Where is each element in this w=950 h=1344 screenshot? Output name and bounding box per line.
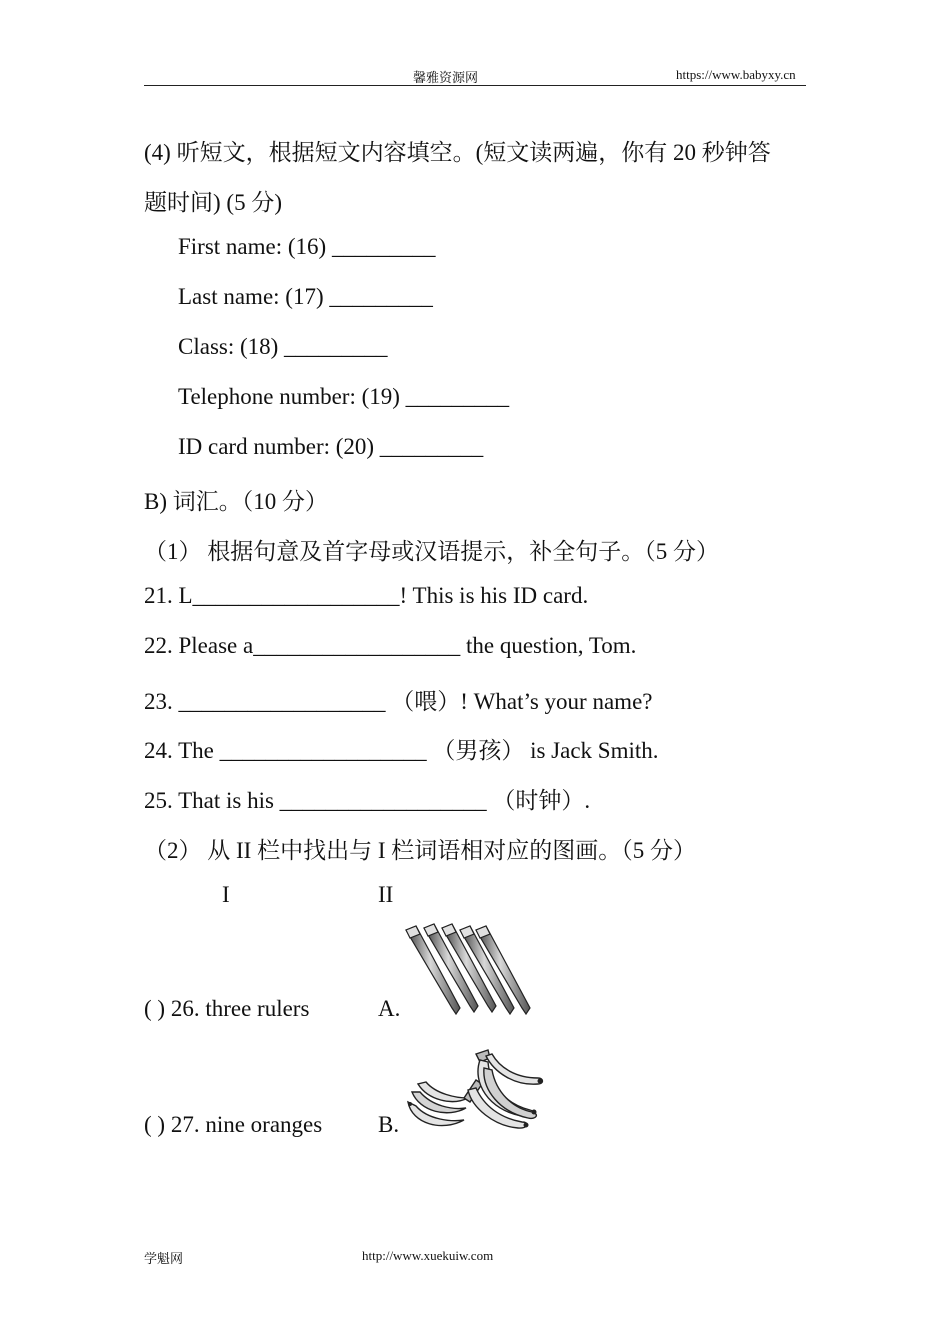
- field-first-name: First name: (16) _________: [178, 234, 436, 259]
- section4-instruction-line1: (4) 听短文，根据短文内容填空。(短文读两遍，你有 20 秒钟答: [144, 140, 771, 165]
- match-item-26: ( ) 26. three rulers: [144, 996, 310, 1021]
- section4-instruction-line2: 题时间) (5 分): [144, 190, 282, 215]
- column-II-header: II: [378, 882, 394, 907]
- question-24: 24. The __________________ （男孩） is Jack Smith.: [144, 738, 659, 763]
- header-url: https://www.babyxy.cn: [676, 67, 796, 82]
- header-rule: [144, 85, 806, 86]
- column-I-header: I: [222, 882, 230, 907]
- question-21: 21. L__________________! This is his ID card.: [144, 583, 589, 608]
- field-telephone: Telephone number: (19) _________: [178, 384, 510, 409]
- pens-illustration: [400, 922, 535, 1018]
- field-last-name: Last name: (17) _________: [178, 284, 433, 309]
- question-25: 25. That is his __________________ （时钟）.: [144, 788, 591, 813]
- footer-url: http://www.xuekuiw.com: [362, 1248, 494, 1263]
- field-class: Class: (18) _________: [178, 334, 388, 359]
- bananas-illustration: [402, 1046, 547, 1138]
- question-22: 22. Please a__________________ the question, Tom.: [144, 633, 637, 658]
- sectionB-part1-title: （1） 根据句意及首字母或汉语提示，补全句子。（5 分）: [144, 539, 719, 564]
- sectionB-part2-title: （2） 从 II 栏中找出与 I 栏词语相对应的图画。（5 分）: [144, 838, 696, 863]
- match-option-a: A.: [378, 996, 401, 1021]
- match-item-27: ( ) 27. nine oranges: [144, 1112, 323, 1137]
- sectionB-title: B) 词汇。（10 分）: [144, 489, 328, 514]
- match-option-b: B.: [378, 1112, 400, 1137]
- field-id-card: ID card number: (20) _________: [178, 434, 484, 459]
- question-23: 23. __________________ （喂）! What’s your name?: [144, 689, 653, 714]
- footer-site-name: 学魁网: [144, 1251, 184, 1266]
- header-site-name: 馨雅资源网: [413, 70, 479, 85]
